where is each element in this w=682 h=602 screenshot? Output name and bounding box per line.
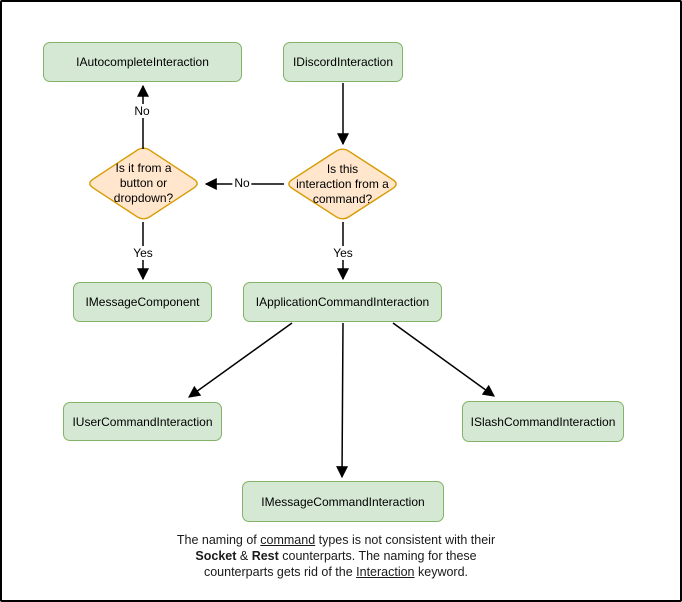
diagram-note (170, 532, 502, 580)
node-slash-command-interaction: ISlashCommandInteraction (462, 401, 624, 442)
arrow-application-command-to-message-command (342, 323, 343, 477)
decision-line: Is this (326, 161, 359, 176)
edge-label-no-middle: No (234, 176, 250, 190)
arrow-application-command-to-slash-command (393, 323, 494, 396)
edge-label-no-top: No (134, 104, 150, 118)
decision-line: interaction from a (296, 176, 389, 191)
node-message-component: IMessageComponent (73, 282, 212, 322)
decision-line: command? (312, 191, 373, 206)
decision-line: dropdown? (113, 191, 174, 205)
node-autocomplete-interaction: IAutocompleteInteraction (43, 42, 242, 82)
decision-diamond-from-command (289, 149, 396, 219)
note-line-3: counterparts gets rid of the Interaction keyword. (203, 565, 469, 579)
note-line-1: The naming of command types is not consistent with their (176, 533, 496, 547)
node-application-command-interaction: IApplicationCommandInteraction (243, 282, 442, 322)
node-message-command-interaction: IMessageCommandInteraction (242, 481, 444, 522)
decision-diamond-button-dropdown (90, 148, 197, 219)
node-discord-interaction: IDiscordInteraction (283, 42, 403, 82)
decision-line: Is it from a (115, 161, 172, 175)
edge-label-yes-right: Yes (333, 246, 353, 260)
edge-label-yes-left: Yes (133, 246, 153, 260)
decision-line: button or (119, 176, 168, 190)
node-user-command-interaction: IUserCommandInteraction (63, 402, 222, 441)
note-line-2: Socket & Rest counterparts. The naming for these (195, 549, 477, 563)
arrow-application-command-to-user-command (189, 323, 292, 397)
